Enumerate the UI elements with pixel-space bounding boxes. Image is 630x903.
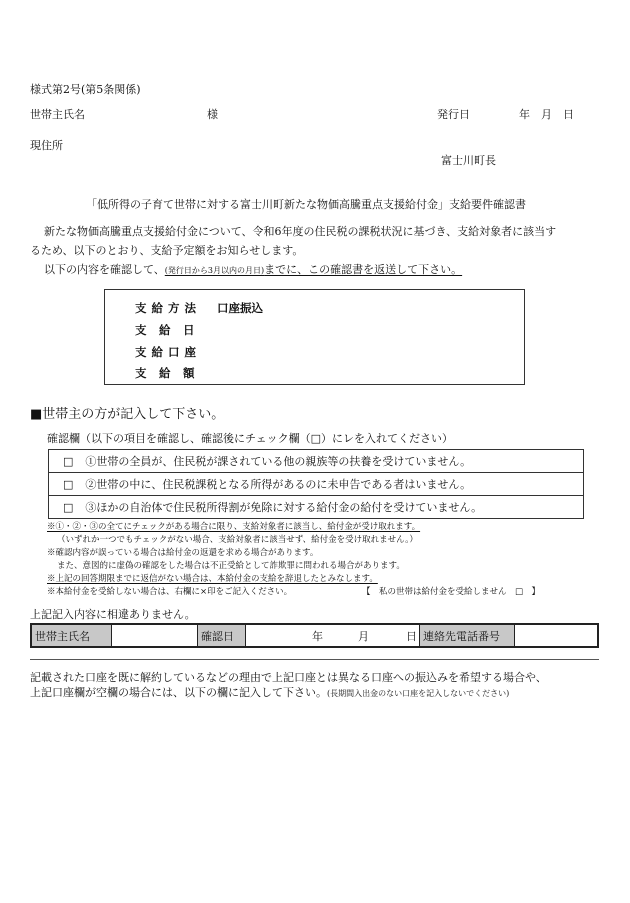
checklist — [48, 449, 584, 519]
payment-details-box — [104, 289, 525, 385]
checkbox[interactable]: □ — [63, 500, 74, 514]
confirm-date-field[interactable] — [246, 625, 420, 646]
form-number: 様式第2号(第5条関係) — [30, 83, 141, 96]
payment-amount-label: 支 給 額 — [135, 366, 195, 380]
honorific: 様 — [207, 108, 218, 121]
intro-line-3 — [44, 261, 462, 277]
intro-line-2: るため、以下のとおり、支給予定額をお知らせします。 — [30, 244, 304, 257]
checklist-item — [49, 450, 583, 473]
day-unit: 日 — [406, 629, 417, 643]
note-fraud: また、意図的に虚偽の確認をした場合は不正受給として詐欺罪に問われる場合があります。 — [57, 561, 405, 571]
intro-line-3-post: までに、この確認書を返送して下さい。 — [264, 263, 463, 276]
checklist-item-text: ②世帯の中に、住民税課税となる所得があるのに未申告である者はいません。 — [85, 478, 472, 491]
phone-label: 連絡先電話番号 — [420, 625, 515, 646]
phone-field[interactable] — [515, 625, 597, 646]
footer-account-note: (長期間入出金のない口座を記入しないでください) — [327, 689, 510, 698]
issue-date-label: 発行日 — [437, 108, 470, 121]
confirm-date-label: 確認日 — [198, 625, 246, 646]
householder-name-field[interactable] — [112, 625, 198, 646]
payment-method-value: 口座振込 — [217, 301, 263, 315]
note-decline: ※本給付金を受給しない場合は、右欄に×印をご記入ください。 — [47, 587, 293, 597]
checklist-item-text: ①世帯の全員が、住民税が課されている他の親族等の扶養を受けていません。 — [85, 455, 472, 468]
footer-line-2 — [30, 684, 509, 700]
intro-line-1: 新たな物価高騰重点支援給付金について、令和6年度の住民税の課税状況に基づき、支給対象者に該当す — [44, 225, 557, 238]
checklist-item — [49, 473, 583, 496]
checklist-instructions: 確認欄（以下の項目を確認し、確認後にチェック欄（□）にレを入れてください） — [47, 432, 454, 445]
householder-name-label: 世帯主氏名 — [32, 625, 112, 646]
decline-checkbox[interactable]: 【 私の世帯は給付金を受給しません □ 】 — [362, 587, 541, 597]
intro-line-3-pre: 以下の内容を確認して、 — [44, 263, 165, 276]
note-refund: ※確認内容が誤っている場合は給付金の返還を求める場合があります。 — [47, 548, 319, 558]
divider — [30, 659, 599, 660]
note-no-check: （いずれか一つでもチェックがない場合、支給対象者に該当せず、給付金を受け取れません。） — [57, 535, 418, 545]
confirmation-table — [30, 623, 599, 648]
checkbox[interactable]: □ — [63, 477, 74, 491]
issuer: 富士川町長 — [441, 154, 496, 167]
payment-account-label: 支 給 口 座 — [135, 345, 197, 359]
reply-deadline: (発行日から3月以内の月日) — [164, 266, 265, 275]
note-deadline: ※上記の回答期限までに返信がない場合は、本給付金の支給を辞退したとみなします。 — [47, 574, 378, 584]
month-unit: 月 — [358, 629, 369, 643]
issue-date-units: 年 月 日 — [519, 108, 574, 121]
address-label: 現住所 — [30, 139, 63, 152]
confirmation-statement: 上記記入内容に相違ありません。 — [30, 608, 196, 621]
note-eligibility: ※①・②・③の全てにチェックがある場合に限り、支給対象者に該当し、給付金が受け取れます。 — [47, 522, 421, 532]
year-unit: 年 — [312, 629, 323, 643]
payment-method-label: 支 給 方 法 — [135, 301, 197, 315]
footer-line-2-text: 上記口座欄が空欄の場合には、以下の欄に記入して下さい。 — [30, 686, 327, 699]
householder-name-label: 世帯主氏名 — [30, 108, 85, 121]
payment-date-label: 支 給 日 — [135, 323, 195, 337]
document-title: 「低所得の子育て世帯に対する富士川町新たな物価高騰重点支援給付金」支給要件確認書 — [86, 198, 526, 211]
checklist-item — [49, 496, 583, 518]
checkbox[interactable]: □ — [63, 454, 74, 468]
section-heading: ■世帯主の方が記入して下さい。 — [30, 407, 225, 422]
footer-line-1: 記載された口座を既に解約しているなどの理由で上記口座とは異なる口座への振込みを希望する場合や、 — [30, 671, 547, 684]
checklist-item-text: ③ほかの自治体で住民税所得割が免除に対する給付金の給付を受けていません。 — [85, 501, 483, 514]
